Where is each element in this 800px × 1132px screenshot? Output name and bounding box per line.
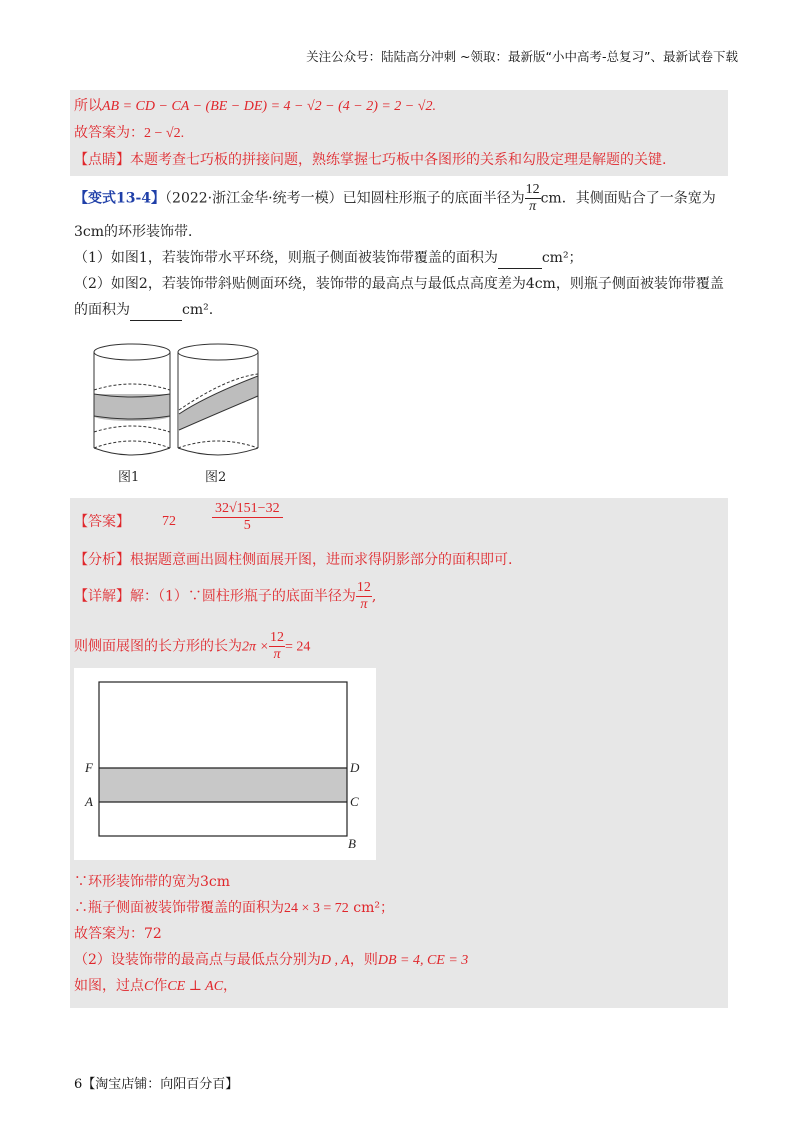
cylinder-2-band bbox=[179, 376, 258, 430]
answer-line bbox=[74, 123, 184, 144]
detail-l4-prefix: ∴瓶子侧面被装饰带覆盖的面积为 bbox=[74, 900, 284, 916]
cylinder-1 bbox=[94, 344, 170, 455]
detail-l2-denominator: π bbox=[273, 647, 281, 662]
detail-line-3: ∵环形装饰带的宽为3cm bbox=[74, 874, 231, 890]
detail-l2-prefix: 则侧面展图的长方形的长为 bbox=[74, 638, 242, 655]
conclusion-line bbox=[74, 96, 436, 117]
radius-denominator: π bbox=[529, 199, 537, 214]
label-A: A bbox=[85, 794, 93, 809]
problem-tag: 【变式13-4】 bbox=[74, 190, 166, 207]
detail-line-1 bbox=[74, 580, 376, 613]
label-C: C bbox=[350, 794, 359, 809]
question-2-unit: cm². bbox=[182, 302, 214, 318]
detail-l2-a: 2π × bbox=[242, 639, 269, 655]
page-header: 关注公众号：陆陆高分冲刺 ~领取：最新版“小中高考-总复习”、最新试卷下载 bbox=[306, 49, 738, 64]
question-1-unit: cm²； bbox=[541, 250, 583, 266]
detail-l1-numerator: 12 bbox=[356, 580, 371, 595]
detail-l7-prefix: 如图，过点 bbox=[74, 978, 144, 994]
answer-tag: 【答案】 bbox=[74, 514, 130, 530]
figure-1-label: 图1 bbox=[118, 470, 140, 485]
conclusion-expression: AB = CD − CA − (BE − DE) = 4 − √2 − (4 − 2) = 2 − √2. bbox=[102, 99, 436, 114]
detail-l6-expr: D , A bbox=[320, 953, 350, 968]
detail-line-5: 故答案为：72 bbox=[74, 926, 162, 942]
question-2b-text: 的面积为 bbox=[74, 302, 130, 318]
answer-value-2-numerator: 32√151−32 bbox=[212, 501, 283, 518]
conclusion-prefix: 所以 bbox=[74, 98, 102, 114]
answer-value-1: 72 bbox=[162, 514, 176, 529]
answer-value-2-denominator: 5 bbox=[243, 518, 251, 533]
detail-l7-mid: 作 bbox=[153, 978, 168, 994]
problem-intro: （2022·浙江金华·统考一模）已知圆柱形瓶子的底面半径为 bbox=[165, 190, 525, 207]
detail-l7-expr: CE ⊥ AC bbox=[167, 979, 224, 994]
question-1 bbox=[74, 248, 583, 269]
detail-l6-expr2: DB = 4, CE = 3 bbox=[377, 953, 469, 968]
question-2: （2）如图2，若装饰带斜贴侧面环绕，装饰带的最高点与最低点高度差为4cm，则瓶子侧面被装饰带覆盖 bbox=[74, 276, 724, 292]
detail-l1: 解：（1）∵圆柱形瓶子的底面半径为 bbox=[130, 588, 356, 605]
page-footer: 6【淘宝店铺：向阳百分百】 bbox=[74, 1077, 239, 1092]
answer-prefix: 故答案为： bbox=[74, 125, 144, 141]
detail-l1-end: , bbox=[371, 588, 377, 605]
detail-l6-prefix: （2）设装饰带的最高点与最低点分别为 bbox=[74, 952, 321, 968]
problem-intro-after: cm．其侧面贴合了一条宽为 bbox=[540, 190, 716, 207]
detail-l4-unit: cm²； bbox=[353, 900, 394, 916]
detail-line-7 bbox=[74, 976, 237, 997]
detail-line-6 bbox=[74, 950, 468, 971]
figure-2-label: 图2 bbox=[205, 470, 227, 485]
detail-tag: 【详解】 bbox=[74, 588, 130, 605]
detail-l7-end: ， bbox=[223, 978, 238, 994]
dianjing-tag: 【点睛】 bbox=[74, 152, 130, 168]
analysis-text: 根据题意画出圆柱侧面展开图，进而求得阴影部分的面积即可. bbox=[130, 552, 513, 568]
question-2-blank bbox=[130, 300, 182, 321]
cylinder-figures bbox=[86, 336, 276, 488]
radius-fraction bbox=[525, 182, 541, 215]
detail-l2-b: = 24 bbox=[284, 639, 311, 655]
band-shaded-region bbox=[99, 768, 347, 802]
analysis-tag: 【分析】 bbox=[74, 552, 130, 568]
answer-expression: 2 − √2. bbox=[144, 126, 185, 141]
detail-l2-fraction bbox=[269, 630, 285, 663]
rectangle-outline bbox=[99, 682, 347, 836]
question-1-blank bbox=[498, 248, 542, 269]
problem-intro-line bbox=[74, 182, 716, 215]
detail-line-2 bbox=[74, 630, 310, 663]
problem-line2: 3cm的环形装饰带． bbox=[74, 224, 203, 240]
answer-value-2 bbox=[212, 501, 283, 534]
detail-line-4 bbox=[74, 898, 394, 919]
radius-numerator: 12 bbox=[525, 182, 540, 197]
dianjing-text: 本题考查七巧板的拼接问题，熟练掌握七巧板中各图形的关系和勾股定理是解题的关键. bbox=[130, 152, 667, 168]
label-B: B bbox=[348, 836, 356, 851]
detail-l1-fraction bbox=[356, 580, 372, 613]
detail-l1-denominator: π bbox=[360, 597, 368, 612]
label-D: D bbox=[350, 760, 360, 775]
question-2b bbox=[74, 300, 213, 321]
cylinder-2 bbox=[178, 344, 258, 455]
detail-l6-mid: ，则 bbox=[349, 952, 378, 968]
detail-l4-expr: 24 × 3 = 72 bbox=[284, 901, 349, 916]
analysis-line bbox=[74, 550, 512, 570]
dianjing-line bbox=[74, 150, 666, 170]
unfolded-rectangle-diagram bbox=[74, 668, 376, 860]
detail-l2-numerator: 12 bbox=[269, 630, 284, 645]
question-1-text: （1）如图1，若装饰带水平环绕，则瓶子侧面被装饰带覆盖的面积为 bbox=[74, 250, 498, 266]
label-F: F bbox=[85, 760, 93, 775]
detail-l7-c: C bbox=[144, 979, 154, 994]
